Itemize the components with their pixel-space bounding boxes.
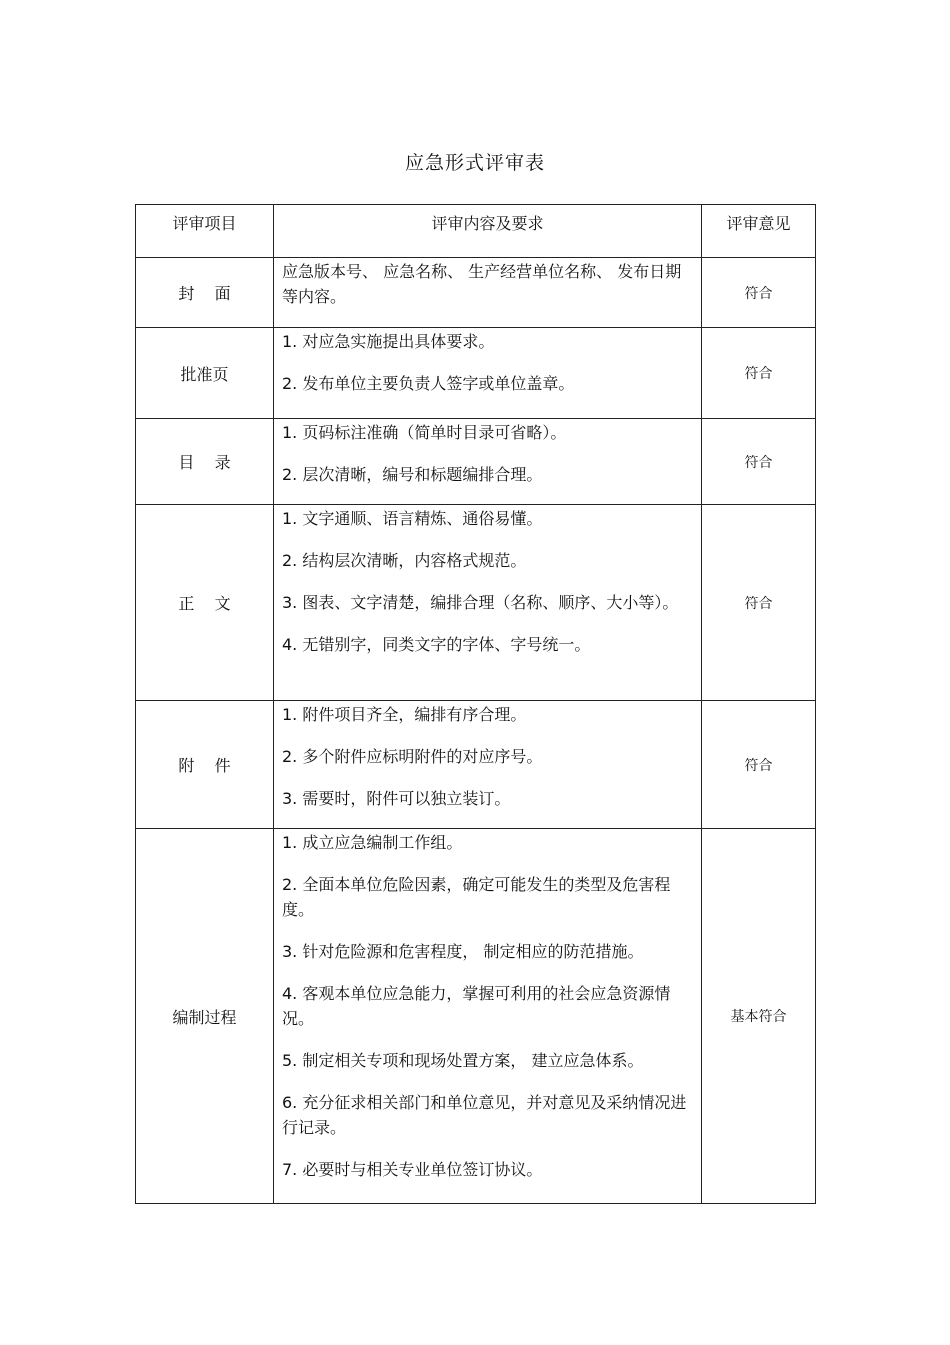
row-content — [274, 505, 702, 701]
content-entry: 1. 成立应急编制工作组。 — [282, 833, 463, 852]
row-item-approval: 批准页 — [136, 328, 274, 419]
content-entry: 6. 充分征求相关部门和单位意见，并对意见及采纳情况进行记录。 — [282, 1093, 687, 1137]
review-table — [135, 204, 816, 1204]
row-item-cover: 封 面 — [136, 258, 274, 328]
table-row — [136, 701, 816, 829]
content-entry: 2. 结构层次清晰，内容格式规范。 — [282, 551, 527, 570]
header-review-opinion: 评审意见 — [702, 205, 816, 258]
content-entry: 1. 附件项目齐全，编排有序合理。 — [282, 705, 527, 724]
header-review-content: 评审内容及要求 — [274, 205, 702, 258]
row-item-process: 编制过程 — [136, 829, 274, 1204]
content-entry: 4. 客观本单位应急能力，掌握可利用的社会应急资源情况。 — [282, 984, 671, 1028]
row-item-attachment: 附 件 — [136, 701, 274, 829]
table-row — [136, 505, 816, 701]
content-entry: 2. 全面本单位危险因素，确定可能发生的类型及危害程度。 — [282, 875, 671, 919]
row-content — [274, 419, 702, 505]
row-content — [274, 328, 702, 419]
content-entry: 3. 图表、文字清楚，编排合理（名称、顺序、大小等）。 — [282, 593, 679, 612]
row-opinion: 基本符合 — [702, 829, 816, 1204]
table-row — [136, 829, 816, 1204]
content-entry: 2. 发布单位主要负责人签字或单位盖章。 — [282, 374, 575, 393]
content-entry: 4. 无错别字，同类文字的字体、字号统一。 — [282, 635, 591, 654]
content-entry: 5. 制定相关专项和现场处置方案， 建立应急体系。 — [282, 1051, 644, 1070]
row-opinion: 符合 — [702, 258, 816, 328]
content-entry: 1. 页码标注准确（简单时目录可省略）。 — [282, 423, 567, 442]
content-entry: 1. 对应急实施提出具体要求。 — [282, 332, 495, 351]
row-content — [274, 701, 702, 829]
row-opinion: 符合 — [702, 419, 816, 505]
content-entry: 7. 必要时与相关专业单位签订协议。 — [282, 1160, 543, 1179]
header-review-item: 评审项目 — [136, 205, 274, 258]
row-content — [274, 258, 702, 328]
row-opinion: 符合 — [702, 328, 816, 419]
content-entry: 应急版本号、 应急名称、 生产经营单位名称、 发布日期等内容。 — [282, 262, 682, 306]
row-opinion: 符合 — [702, 701, 816, 829]
table-header-row — [136, 205, 816, 258]
content-entry: 2. 层次清晰，编号和标题编排合理。 — [282, 465, 543, 484]
table-row — [136, 419, 816, 505]
content-entry: 3. 针对危险源和危害程度， 制定相应的防范措施。 — [282, 942, 644, 961]
row-content — [274, 829, 702, 1204]
table-row — [136, 258, 816, 328]
page-title: 应急形式评审表 — [404, 152, 545, 174]
table-row — [136, 328, 816, 419]
content-entry: 1. 文字通顺、语言精炼、通俗易懂。 — [282, 509, 543, 528]
row-opinion: 符合 — [702, 505, 816, 701]
content-entry: 2. 多个附件应标明附件的对应序号。 — [282, 747, 543, 766]
row-item-toc: 目 录 — [136, 419, 274, 505]
row-item-body: 正 文 — [136, 505, 274, 701]
content-entry: 3. 需要时，附件可以独立装订。 — [282, 789, 511, 808]
